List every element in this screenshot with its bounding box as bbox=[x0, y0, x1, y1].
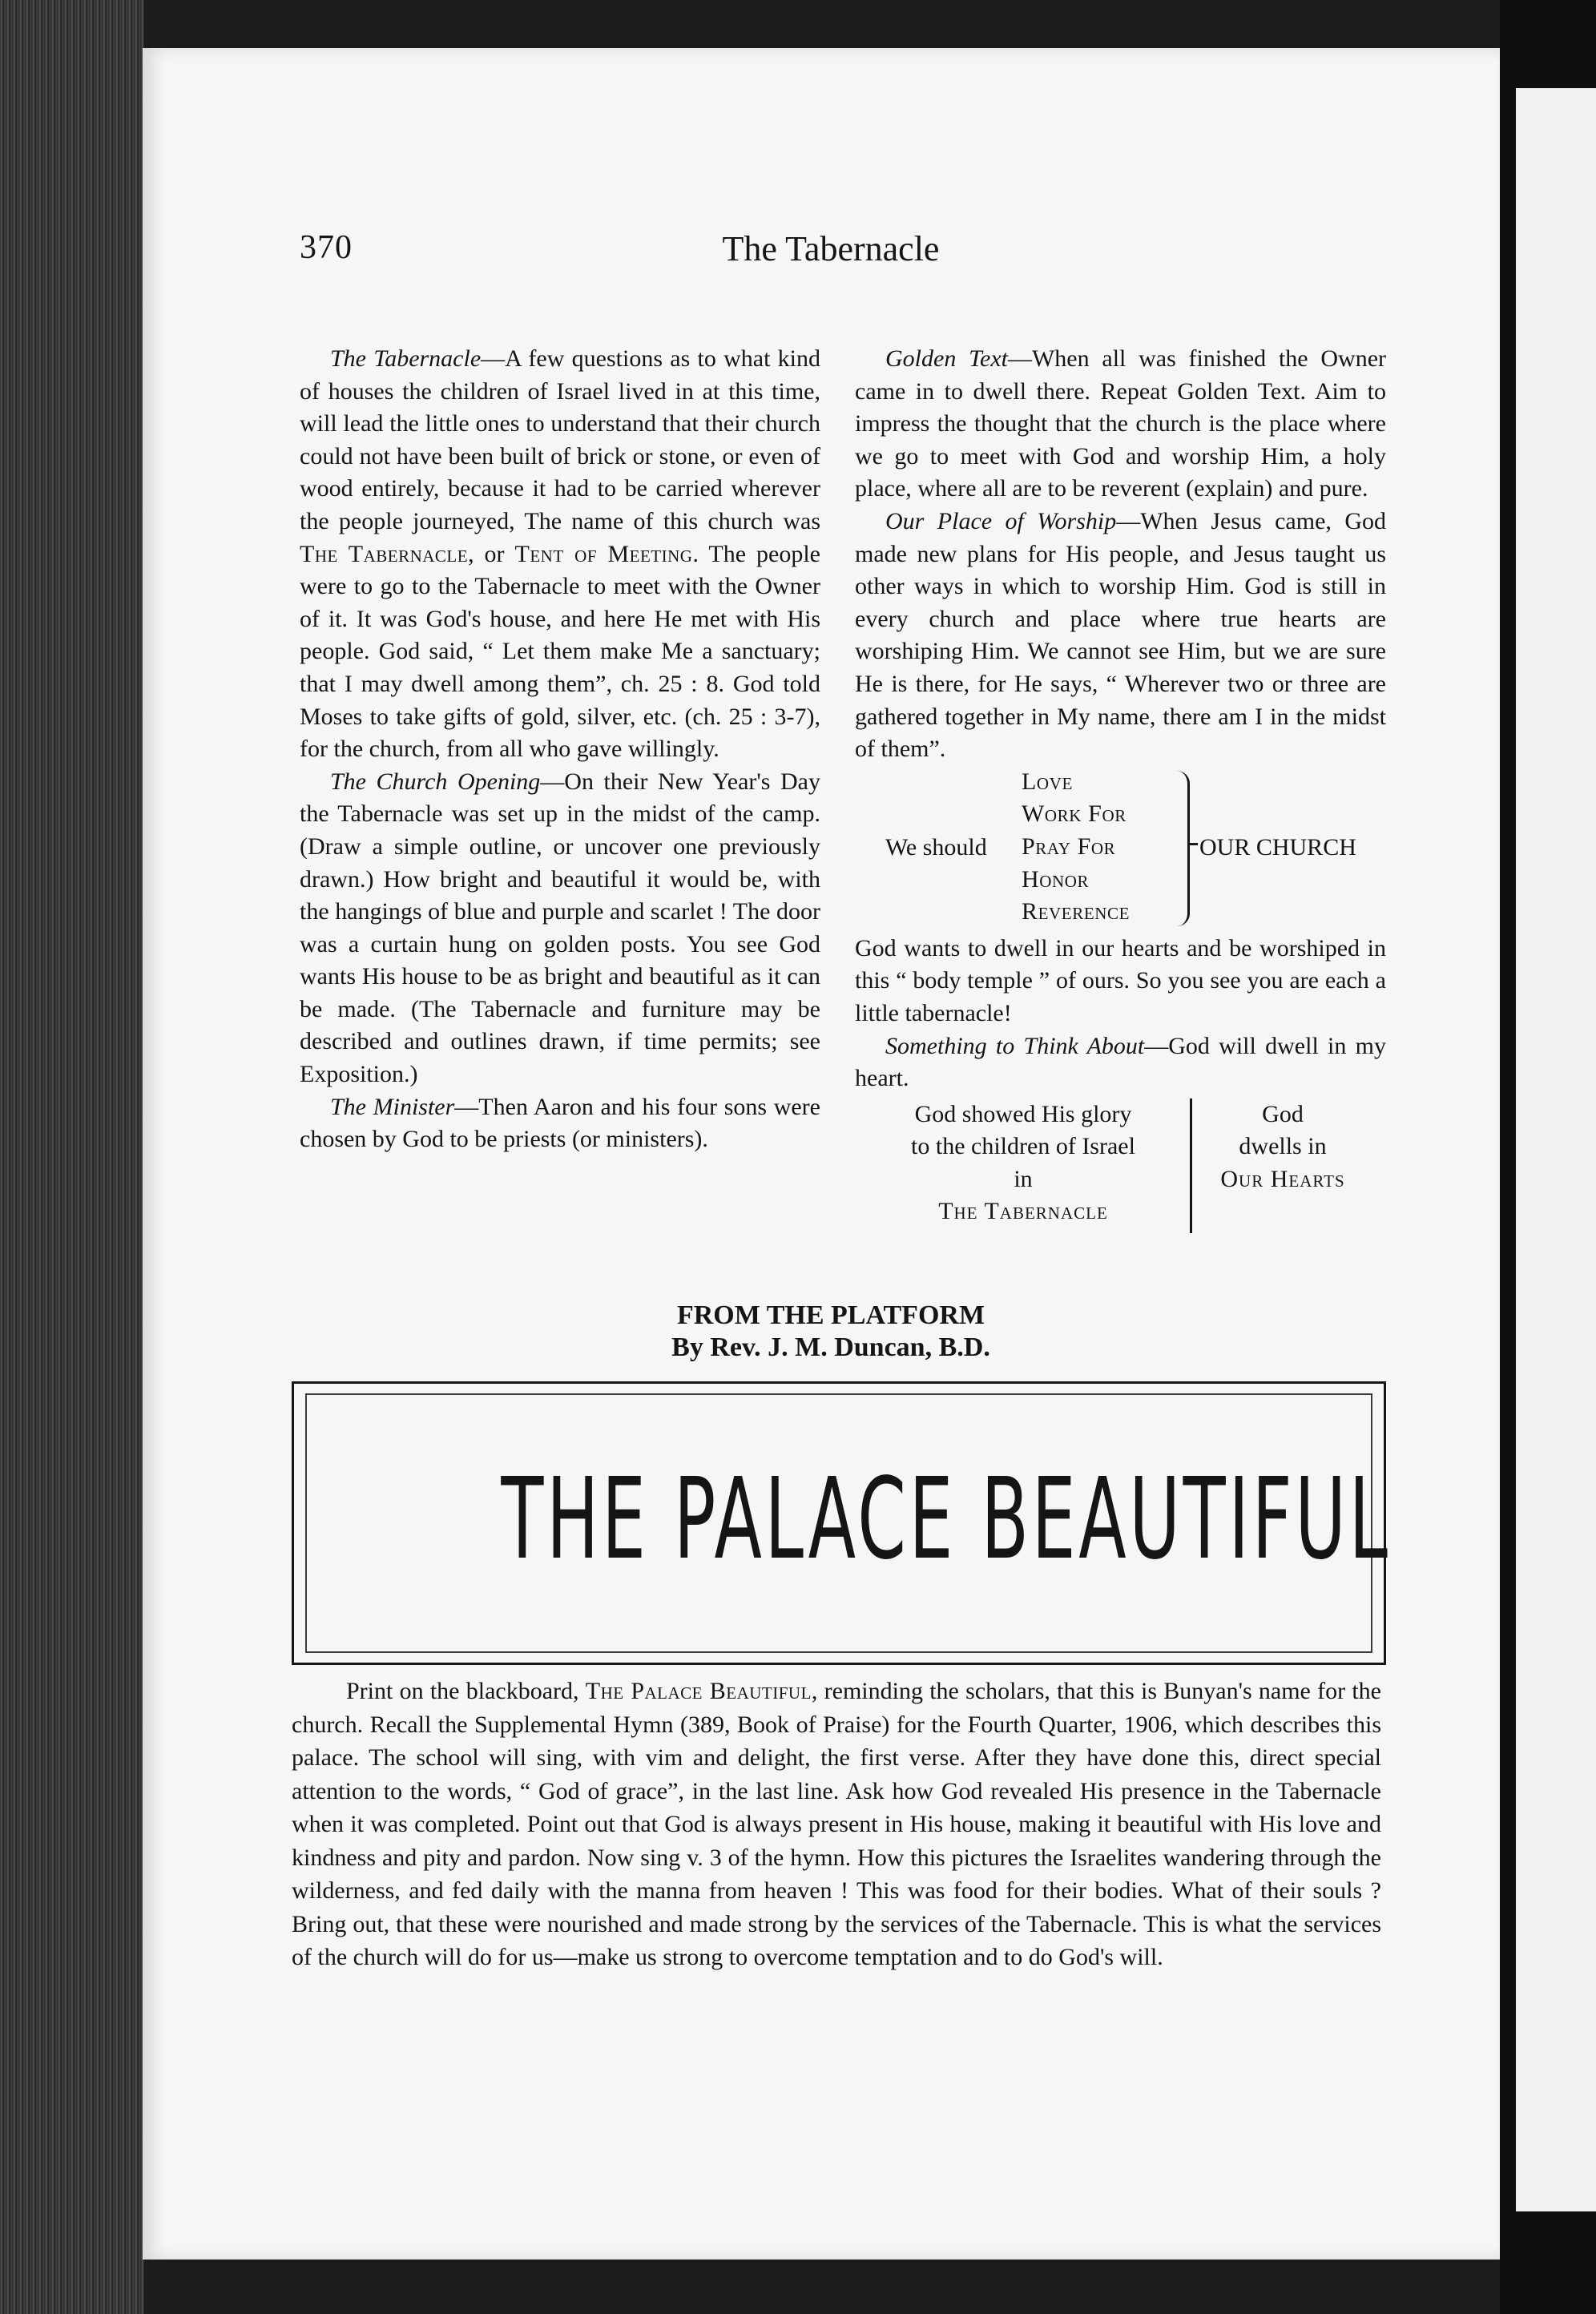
duties-list bbox=[1022, 766, 1130, 929]
text-segment: —A few questions as to what kind of houses the children of Israel lived in at this time, will lead the little ones to understand that their church could not have been built of brick or stone, or even of wood entirely, because it had to be carried wherever the people journeyed, The name of this church was bbox=[300, 345, 821, 534]
duty-item: Reverence bbox=[1022, 898, 1130, 925]
smallcaps-tabernacle: The Tabernacle bbox=[300, 540, 469, 567]
page-header bbox=[300, 228, 1362, 284]
vertical-divider bbox=[1190, 1099, 1192, 1233]
glory-line: to the children of Israel bbox=[911, 1133, 1135, 1160]
lead-church-opening: The Church Opening bbox=[330, 768, 541, 795]
platform-heading: FROM THE PLATFORM bbox=[676, 1300, 985, 1330]
lead-tabernacle: The Tabernacle bbox=[330, 345, 482, 372]
duty-item: Honor bbox=[1022, 865, 1090, 893]
paragraph-body-temple bbox=[855, 933, 1386, 1030]
right-column bbox=[855, 343, 1386, 1235]
duty-item: Pray For bbox=[1022, 832, 1116, 860]
page-number: 370 bbox=[300, 229, 353, 266]
glory-right-block bbox=[1193, 1099, 1372, 1196]
book-spine-edge bbox=[0, 0, 144, 2314]
glory-line: God bbox=[1262, 1100, 1304, 1127]
platform-author: By Rev. J. M. Duncan, B.D. bbox=[671, 1332, 990, 1362]
palace-beautiful-title: THE PALACE BEAUTIFUL bbox=[501, 1454, 1391, 1585]
blackboard-title-box bbox=[292, 1381, 1391, 1665]
text-segment: —Then Aaron and his four sons were chosen by God to be priests (or ministers). bbox=[300, 1093, 820, 1153]
text-segment: , reminding the scholars, that this is Bunyan's name for the church. Recall the Supplemental Hymn (389, Book of Praise) for the Fourth Quarter, 1906, which describes this palace. The school will sing, with vim and delight, the first verse. After they have done this, direct special attention to the words, “ God of grace”, in the last line. Ask how God revealed His presence in the Tabernacle when it was completed. Point out that God is always present in His house, making it beautiful with His love and kindness and pity and pardon. Now sing v. 3 of the hymn. How this pictures the Israelites wandering through the wilderness, and fed daily with the manna from heaven ! This was food for their bodies. What of their souls ? Bring out, that these were nourished and made strong by the services of the Tabernacle. This is what the services of the church will do for us—make us strong to overcome temptation and to do God's will. bbox=[292, 1678, 1381, 1970]
lead-golden-text: Golden Text bbox=[885, 345, 1008, 372]
paragraph-place-of-worship bbox=[855, 506, 1386, 766]
paragraph-tabernacle bbox=[300, 343, 820, 766]
brace-symbol bbox=[1176, 771, 1190, 926]
glory-line: dwells in bbox=[1239, 1133, 1327, 1160]
platform-body-paragraph bbox=[292, 1675, 1381, 1974]
running-title: The Tabernacle bbox=[722, 229, 940, 268]
text-segment: Print on the blackboard, bbox=[346, 1678, 586, 1704]
brace-tip bbox=[1188, 843, 1198, 845]
glory-line: The Tabernacle bbox=[938, 1198, 1108, 1225]
text-segment: —When all was finished the Owner came in to dwell there. Repeat Golden Text. Aim to impress the thought that the church is the place where we go to meet with God and worship Him, a holy place, where all are to be reverent (explain) and pure. bbox=[855, 345, 1386, 502]
lead-think-about: Something to Think About bbox=[885, 1032, 1145, 1059]
text-segment: —When Jesus came, God made new plans for His people, and Jesus taught us other ways in which to worship Him. God is still in every church and place where true hearts are worshiping Him. We cannot see Him, but we are sure He is there, for He says, “ Wherever two or three are gathered together in My name, there am I in the midst of them”. bbox=[855, 507, 1386, 763]
lead-minister: The Minister bbox=[330, 1093, 455, 1120]
paragraph-think-about bbox=[855, 1030, 1386, 1095]
duty-item: Love bbox=[1022, 768, 1073, 795]
lead-place-of-worship: Our Place of Worship bbox=[885, 507, 1117, 534]
paragraph-minister bbox=[300, 1091, 820, 1156]
left-column bbox=[300, 343, 820, 1156]
paragraph-church-opening bbox=[300, 766, 820, 1091]
glory-diagram bbox=[855, 1099, 1386, 1235]
glory-left-block bbox=[863, 1099, 1183, 1228]
smallcaps-tent-of-meeting: Tent of Meeting bbox=[514, 540, 693, 567]
text-segment: . The people were to go to the Tabernacle to meet with the Owner of it. It was God's house, and here He met with His people. God said, “ Let them make Me a sanctuary; that I may dwell among them”, ch. 25 : 8. God told Moses to take gifts of gold, silver, etc. (ch. 25 : 3-7), for the church, from all who gave willingly. bbox=[300, 540, 820, 763]
glory-line: God showed His glory bbox=[914, 1100, 1132, 1127]
text-segment: , or bbox=[468, 540, 515, 567]
glory-line: Our Hearts bbox=[1220, 1165, 1345, 1192]
book-right-edge bbox=[1500, 0, 1596, 2314]
we-should-label: We should bbox=[885, 833, 987, 861]
text-segment: God wants to dwell in our hearts and be worshiped in this “ body temple ” of ours. So you see you are each a little tabernacle! bbox=[855, 934, 1386, 1026]
text-segment: —God will dwell in my heart. bbox=[855, 1032, 1386, 1092]
text-segment: —On their New Year's Day the Tabernacle was set up in the midst of the camp. (Draw a simple outline, or uncover one previously drawn.) How bright and beautiful it would be, with the hangings of blue and purple and scarlet ! The door was a curtain hung on golden posts. You see God wants His house to be as bright and beautiful as it can be made. (The Tabernacle and furniture may be described and outlines drawn, if time permits; see Exposition.) bbox=[300, 768, 820, 1088]
our-church-label: OUR CHURCH bbox=[1199, 833, 1356, 861]
smallcaps-palace-beautiful: The Palace Beautiful bbox=[585, 1678, 812, 1704]
paragraph-golden-text bbox=[855, 343, 1386, 506]
adjacent-page-strip bbox=[1516, 88, 1596, 2211]
we-should-diagram bbox=[855, 766, 1386, 933]
glory-line: in bbox=[1014, 1165, 1033, 1192]
duty-item: Work For bbox=[1022, 800, 1126, 828]
